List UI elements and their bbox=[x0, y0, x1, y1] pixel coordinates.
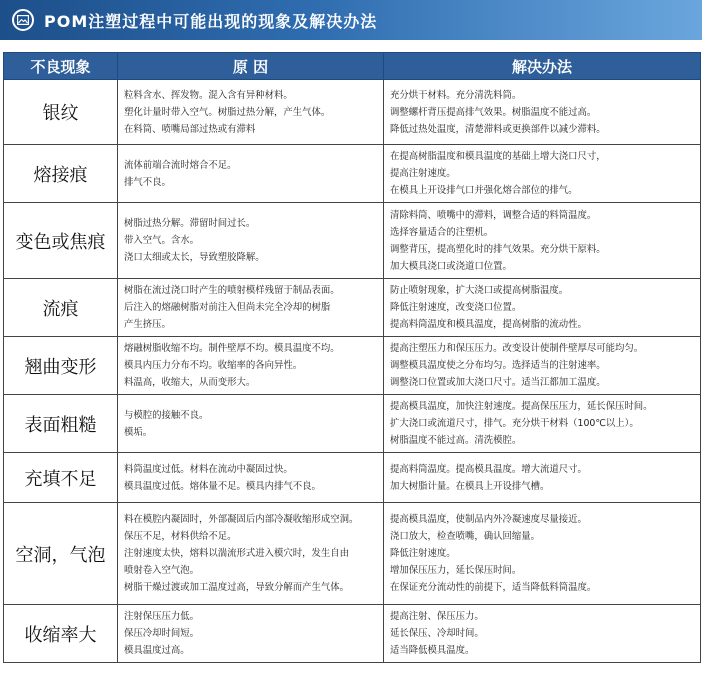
solution-line: 提高模具温度，使制品内外冷凝速度尽量接近。 bbox=[390, 514, 587, 525]
solution-line: 增加保压压力，延长保压时间。 bbox=[390, 565, 522, 576]
solution-cell bbox=[384, 337, 701, 395]
column-header-solution: 解决办法 bbox=[384, 53, 701, 80]
solution-cell bbox=[384, 80, 701, 145]
solution-line: 调整背压，提高塑化时的排气效果。充分烘干原料。 bbox=[390, 243, 606, 255]
solution-line: 浇口放大，检查喷嘴，确认回缩量。 bbox=[390, 531, 541, 542]
defect-name: 熔接痕 bbox=[4, 145, 118, 203]
cause-cell bbox=[118, 80, 384, 145]
solution-cell bbox=[384, 453, 701, 503]
cause-line: 与模腔的接触不良。 bbox=[124, 409, 209, 421]
solution-line: 防止喷射现象，扩大浇口或提高树脂温度。 bbox=[390, 285, 569, 296]
cause-cell bbox=[118, 337, 384, 395]
cause-line: 注射保压压力低。 bbox=[124, 611, 200, 622]
column-header-phenomenon: 不良现象 bbox=[4, 53, 118, 80]
solution-line: 在提高树脂温度和模具温度的基础上增大浇口尺寸， bbox=[390, 151, 606, 162]
column-header-cause: 原 因 bbox=[118, 53, 384, 80]
cause-line: 模具内压力分布不均。收缩率的各向异性。 bbox=[124, 360, 303, 371]
solution-line: 提高注塑压力和保压压力。改变设计使制件壁厚尽可能均匀。 bbox=[390, 343, 644, 354]
cause-line: 模具温度过低。熔体量不足。模具内排气不良。 bbox=[124, 480, 321, 492]
solution-line: 调整模具温度使之分布均匀。选择适当的注射速率。 bbox=[390, 360, 606, 371]
cause-line: 流体前端合流时熔合不足。 bbox=[124, 159, 237, 171]
solution-line: 在模具上开设排气口并强化熔合部位的排气。 bbox=[390, 185, 578, 196]
solution-line: 提高注射、保压压力。 bbox=[390, 611, 484, 622]
solution-line: 调整浇口位置或加大浇口尺寸。适当江都加工温度。 bbox=[390, 377, 606, 388]
table-row bbox=[4, 145, 701, 203]
table-row bbox=[4, 605, 701, 663]
table-row bbox=[4, 503, 701, 605]
cause-cell bbox=[118, 503, 384, 605]
solution-line: 充分烘干材料。充分清洗料筒。 bbox=[390, 89, 522, 101]
solution-line: 提高料筒温度。提高模具温度。增大流道尺寸。 bbox=[390, 463, 587, 475]
defect-name: 翘曲变形 bbox=[4, 337, 118, 395]
solution-cell bbox=[384, 395, 701, 453]
cause-line: 保压不足，材料供给不足。 bbox=[124, 531, 237, 542]
solution-line: 提高模具温度，加快注射速度。提高保压压力，延长保压时间。 bbox=[390, 401, 653, 412]
solution-cell bbox=[384, 145, 701, 203]
solution-cell bbox=[384, 279, 701, 337]
solution-line: 加大树脂计量。在模具上开设排气槽。 bbox=[390, 480, 550, 492]
solution-line: 降低注射速度。 bbox=[390, 548, 456, 559]
cause-line: 塑化计量时带入空气。树脂过热分解，产生气体。 bbox=[124, 106, 331, 118]
solution-line: 清除料筒、喷嘴中的滞料，调整合适的料筒温度。 bbox=[390, 209, 597, 221]
solution-line: 提高料筒温度和模具温度，提高树脂的流动性。 bbox=[390, 319, 587, 330]
solution-line: 提高注射速度。 bbox=[390, 168, 456, 179]
cause-line: 料温高，收缩大，从而变形大。 bbox=[124, 377, 256, 388]
cause-line: 料在模腔内凝固时，外部凝固后内部冷凝收缩形成空洞。 bbox=[124, 514, 359, 525]
cause-line: 模垢。 bbox=[124, 426, 153, 438]
defect-name: 收缩率大 bbox=[4, 605, 118, 663]
cause-line: 后注入的熔融树脂对前注入但尚未完全冷却的树脂 bbox=[124, 302, 331, 313]
cause-cell bbox=[118, 145, 384, 203]
cause-line: 浇口太细或太长，导致塑胶降解。 bbox=[124, 252, 265, 263]
defect-name: 空洞，气泡 bbox=[4, 503, 118, 605]
table-row bbox=[4, 453, 701, 503]
defect-name: 充填不足 bbox=[4, 453, 118, 503]
table-header-row bbox=[4, 53, 701, 80]
cause-cell bbox=[118, 395, 384, 453]
table-row bbox=[4, 203, 701, 279]
solution-line: 扩大浇口或流道尺寸，排气。充分烘干材料（100℃以上）。 bbox=[390, 418, 639, 429]
defect-name: 表面粗糙 bbox=[4, 395, 118, 453]
cause-line: 树脂在流过浇口时产生的喷射模样残留于制品表面。 bbox=[124, 285, 340, 296]
solution-line: 在保证充分流动性的前提下，适当降低料筒温度。 bbox=[390, 582, 597, 593]
cause-line: 排气不良。 bbox=[124, 176, 171, 188]
solution-line: 调整螺杆背压提高排气效果。树脂温度不能过高。 bbox=[390, 106, 597, 118]
solution-line: 降低注射速度，改变浇口位置。 bbox=[390, 302, 522, 313]
solution-line: 延长保压、冷却时间。 bbox=[390, 628, 484, 639]
defect-table bbox=[3, 52, 701, 663]
defect-name: 银纹 bbox=[4, 80, 118, 145]
cause-line: 模具温度过高。 bbox=[124, 645, 190, 656]
solution-line: 适当降低模具温度。 bbox=[390, 645, 475, 656]
solution-cell bbox=[384, 503, 701, 605]
cause-line: 带入空气。含水。 bbox=[124, 235, 200, 246]
solution-line: 选择容量适合的注塑机。 bbox=[390, 226, 494, 238]
table-row bbox=[4, 279, 701, 337]
cause-line: 料筒温度过低。材料在流动中凝固过快。 bbox=[124, 463, 293, 475]
table-row bbox=[4, 395, 701, 453]
defect-name: 流痕 bbox=[4, 279, 118, 337]
cause-line: 在料筒、喷嘴局部过热或有滞料 bbox=[124, 123, 256, 135]
image-frame-icon bbox=[12, 9, 34, 31]
cause-line: 注射速度太快，熔料以湍流形式进入模穴时，发生自由 bbox=[124, 548, 350, 559]
defect-name: 变色或焦痕 bbox=[4, 203, 118, 279]
cause-line: 保压冷却时间短。 bbox=[124, 628, 200, 639]
cause-line: 产生挤压。 bbox=[124, 319, 171, 330]
cause-cell bbox=[118, 279, 384, 337]
solution-cell bbox=[384, 203, 701, 279]
table-row bbox=[4, 337, 701, 395]
solution-cell bbox=[384, 605, 701, 663]
cause-line: 喷射卷入空气泡。 bbox=[124, 565, 200, 576]
cause-cell bbox=[118, 605, 384, 663]
cause-line: 熔融树脂收缩不均。制件壁厚不均。模具温度不均。 bbox=[124, 343, 340, 354]
solution-line: 加大模具浇口或浇道口位置。 bbox=[390, 260, 512, 272]
solution-line: 降低过热处温度，清楚滞料或更换部件以减少滞料。 bbox=[390, 123, 606, 135]
cause-cell bbox=[118, 203, 384, 279]
page-title: POM注塑过程中可能出现的现象及解决办法 bbox=[44, 11, 378, 31]
cause-line: 树脂过热分解。滞留时间过长。 bbox=[124, 218, 256, 229]
table-row bbox=[4, 80, 701, 145]
title-banner bbox=[0, 0, 702, 40]
cause-line: 粒料含水、挥发物。混入含有异种材料。 bbox=[124, 89, 293, 101]
cause-cell bbox=[118, 453, 384, 503]
solution-line: 树脂温度不能过高。清洗模腔。 bbox=[390, 435, 522, 446]
cause-line: 树脂干燥过渡或加工温度过高，导致分解而产生气体。 bbox=[124, 582, 350, 593]
